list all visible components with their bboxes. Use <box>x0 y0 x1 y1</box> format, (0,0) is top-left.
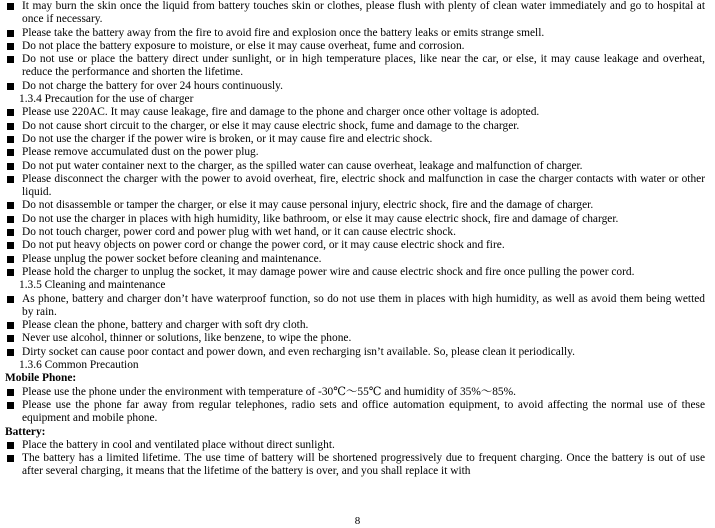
section-subheading: 1.3.6 Common Precaution <box>19 359 139 372</box>
bullet-item: It may burn the skin once the liquid from battery touches skin or clothes, please flush with plenty of clean water immediately and go to hospital at once if necessary. <box>0 0 715 27</box>
bullet-item: The battery has a limited lifetime. The use time of battery will be shortened progressively due to frequent charging. Once the battery is out of use after several charging, it means that the lifetime of the battery is over, and you shall replace it with <box>0 452 715 479</box>
bullet-item: Please use 220AC. It may cause leakage, fire and damage to the phone and charger once other voltage is adopted. <box>0 106 715 119</box>
section-heading: Battery: <box>5 425 46 438</box>
section-subheading: 1.3.5 Cleaning and maintenance <box>19 279 166 292</box>
bullet-item: Dirty socket can cause poor contact and power down, and even recharging isn’t available. So, please clean it periodically. <box>0 346 715 359</box>
bullet-item: Please hold the charger to unplug the socket, it may damage power wire and cause electric shock and fire once pulling the power cord. <box>0 266 715 279</box>
bullet-item: Do not place the battery exposure to moisture, or else it may cause overheat, fume and corrosion. <box>0 40 715 53</box>
bullet-item: Do not disassemble or tamper the charger, or else it may cause personal injury, electric shock, fire and the damage of charger. <box>0 199 715 212</box>
bullet-item: Do not use the charger in places with high humidity, like bathroom, or else it may cause electric shock, fire and damage of charger. <box>0 213 715 226</box>
bullet-item: Place the battery in cool and ventilated place without direct sunlight. <box>0 439 715 452</box>
bullet-item: Please use the phone far away from regular telephones, radio sets and office automation equipment, to avoid affecting the normal use of these equipment and mobile phone. <box>0 399 715 426</box>
bullet-item: Do not charge the battery for over 24 hours continuously. <box>0 80 715 93</box>
bullet-item: Please take the battery away from the fire to avoid fire and explosion once the battery leaks or emits strange smell. <box>0 27 715 40</box>
bullet-item: Never use alcohol, thinner or solutions, like benzene, to wipe the phone. <box>0 332 715 345</box>
section-subheading: 1.3.4 Precaution for the use of charger <box>19 93 194 106</box>
section-heading: Mobile Phone: <box>5 372 77 385</box>
bullet-item: Do not cause short circuit to the charger, or else it may cause electric shock, fume and damage to the charger. <box>0 120 715 133</box>
bullet-item: As phone, battery and charger don’t have waterproof function, so do not use them in places with high humidity, as well as avoid them being wetted by rain. <box>0 293 715 320</box>
bullet-item: Please unplug the power socket before cleaning and maintenance. <box>0 253 715 266</box>
bullet-item: Do not use the charger if the power wire is broken, or it may cause fire and electric shock. <box>0 133 715 146</box>
bullet-item: Do not put water container next to the charger, as the spilled water can cause overheat, leakage and malfunction of charger. <box>0 160 715 173</box>
bullet-item: Please disconnect the charger with the power to avoid overheat, fire, electric shock and malfunction in case the charger contacts with water or other liquid. <box>0 173 715 200</box>
page-number: 8 <box>354 515 361 527</box>
bullet-item: Please clean the phone, battery and charger with soft dry cloth. <box>0 319 715 332</box>
bullet-item: Do not touch charger, power cord and power plug with wet hand, or it can cause electric shock. <box>0 226 715 239</box>
bullet-item: Do not put heavy objects on power cord or change the power cord, or it may cause electric shock and fire. <box>0 239 715 252</box>
bullet-item: Please use the phone under the environment with temperature of -30℃～55℃ and humidity of 35%～85%. <box>0 386 715 399</box>
bullet-item: Do not use or place the battery direct under sunlight, or in high temperature places, like near the car, or else, it may cause leakage and overheat, reduce the performance and shorten the lifetime. <box>0 53 715 80</box>
bullet-item: Please remove accumulated dust on the power plug. <box>0 146 715 159</box>
